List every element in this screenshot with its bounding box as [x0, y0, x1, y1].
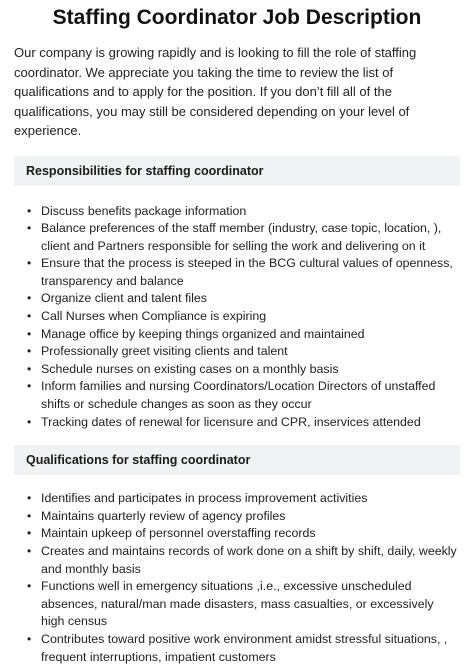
- bullet-icon: •: [27, 344, 32, 359]
- bullet-icon: •: [27, 544, 32, 558]
- qualifications-section: [14, 445, 460, 666]
- list-item-text: Maintains quarterly review of agency profiles: [41, 508, 286, 523]
- list-item-text: Organize client and talent files: [41, 291, 207, 306]
- list-item: [25, 203, 460, 221]
- list-item-text: Discuss benefits package information: [41, 203, 247, 218]
- bullet-icon: •: [27, 508, 32, 523]
- list-item: [25, 578, 460, 631]
- list-item: [25, 414, 460, 432]
- responsibilities-section: [14, 156, 460, 432]
- list-item-text: Call Nurses when Compliance is expiring: [41, 309, 267, 324]
- page-title: Staffing Coordinator Job Description: [52, 6, 422, 29]
- list-item: [25, 308, 460, 326]
- list-item-text: Schedule nurses on existing cases on a monthly basis: [41, 361, 339, 376]
- list-item: [25, 255, 460, 290]
- list-item-text: Inform families and nursing Coordinators/Location Directors of unstaffed shifts or schedule changes as soon as they occur: [41, 379, 436, 412]
- bullet-icon: •: [27, 631, 32, 646]
- list-item-text: Identifies and participates in process improvement activities: [41, 491, 368, 506]
- list-item-text: Creates and maintains records of work done on a shift by shift, daily, weekly and monthly basis: [41, 544, 457, 576]
- list-item-text: Manage office by keeping things organized and maintained: [41, 326, 365, 341]
- list-item-text: Professionally greet visiting clients and talent: [41, 344, 288, 359]
- list-item: [25, 343, 460, 361]
- list-item: [25, 490, 460, 508]
- list-item-text: Maintain upkeep of personnel overstaffing records: [41, 526, 316, 541]
- qualifications-list: [14, 490, 460, 666]
- bullet-icon: •: [27, 579, 32, 594]
- intro-paragraph: Our company is growing rapidly and is looking to fill the role of staffing coordinator. We appreciate you taking the time to review the list of qualifications and to apply for the position. If you don’t fill all of the qualifications, you may still be considered depending on your level of experience.: [14, 45, 417, 138]
- list-item-text: Contributes toward positive work environment amidst stressful situations, , frequent interruptions, impatient customers: [41, 631, 448, 664]
- bullet-icon: •: [27, 309, 32, 324]
- list-item-text: Balance preferences of the staff member (industry, case topic, location, ), client and Partners responsible for selling the work and delivering on it: [41, 221, 442, 253]
- list-item: [25, 378, 460, 413]
- bullet-icon: •: [27, 379, 32, 394]
- bullet-icon: •: [27, 203, 32, 218]
- list-item: [25, 290, 460, 308]
- list-item: [25, 631, 460, 666]
- bullet-icon: •: [27, 491, 32, 506]
- responsibilities-list: [14, 203, 460, 432]
- list-item: [25, 543, 460, 578]
- list-item: [25, 361, 460, 379]
- bullet-icon: •: [27, 256, 32, 271]
- qualifications-heading: Qualifications for staffing coordinator: [14, 445, 460, 475]
- responsibilities-heading: Responsibilities for staffing coordinator: [14, 156, 460, 186]
- list-item-text: Ensure that the process is steeped in the BCG cultural values of openness, transparency and balance: [41, 256, 453, 288]
- bullet-icon: •: [27, 291, 32, 306]
- bullet-icon: •: [27, 361, 32, 376]
- bullet-icon: •: [27, 326, 32, 341]
- list-item: [25, 220, 460, 255]
- list-item: [25, 508, 460, 526]
- bullet-icon: •: [27, 221, 32, 236]
- bullet-icon: •: [27, 526, 32, 541]
- list-item: [25, 326, 460, 344]
- list-item-text: Functions well in emergency situations ,i.e., excessive unscheduled absences, natural/man made disasters, mass casualties, or excessively high census: [41, 579, 434, 629]
- list-item-text: Tracking dates of renewal for licensure and CPR, inservices attended: [41, 414, 421, 429]
- bullet-icon: •: [27, 414, 32, 429]
- list-item: [25, 525, 460, 543]
